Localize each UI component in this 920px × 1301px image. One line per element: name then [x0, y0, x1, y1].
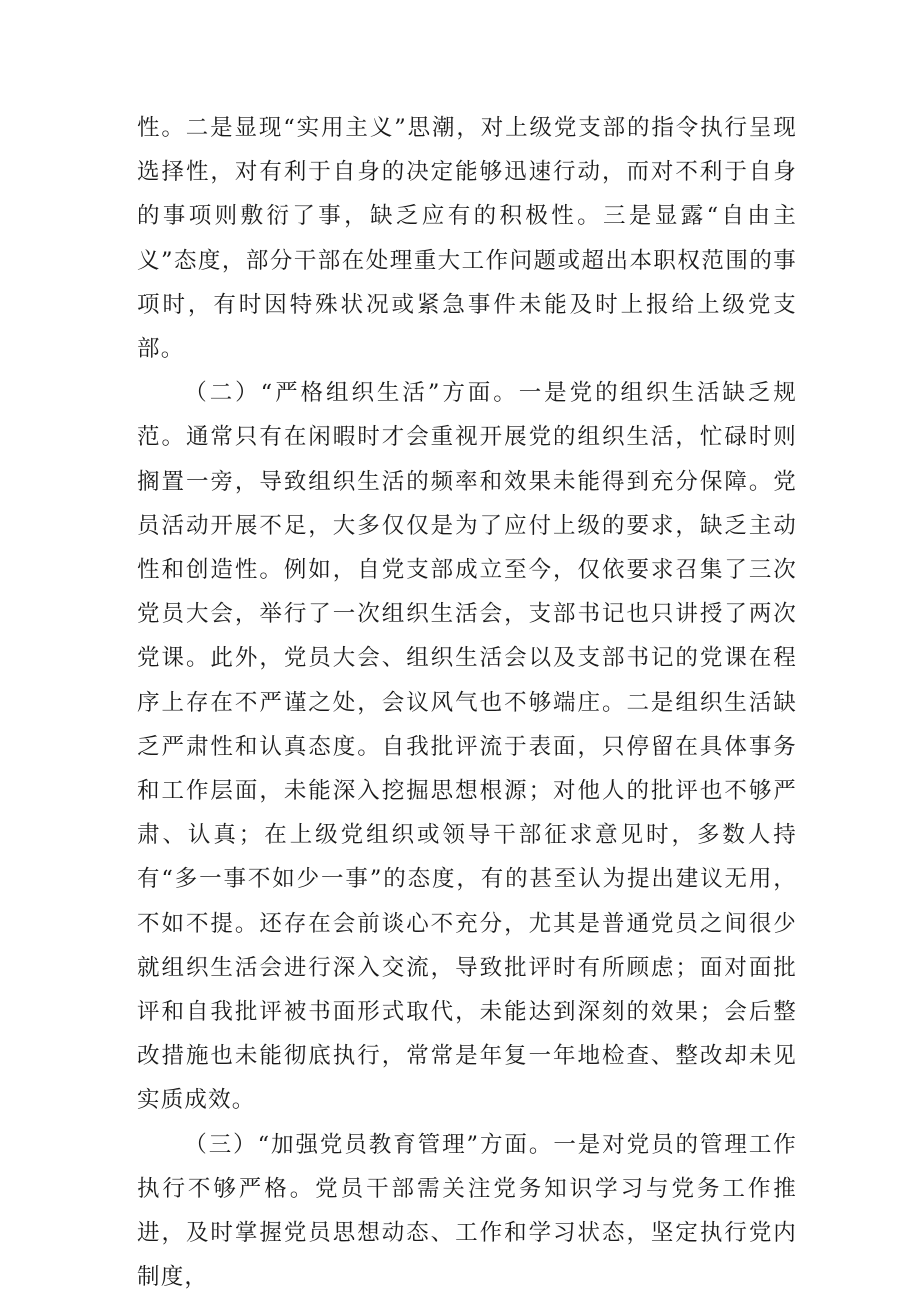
paragraph-section-three: （三）“加强党员教育管理”方面。一是对党员的管理工作执行不够严格。党员干部需关注党务知识学习与党务工作推进，及时掌握党员思想动态、工作和学习状态，坚定执行党内制度，	[137, 1131, 797, 1291]
document-body	[137, 106, 797, 1299]
paragraph-continuation: 性。二是显现“实用主义”思潮，对上级党支部的指令执行呈现选择性，对有利于自身的决定能够迅速行动，而对不利于自身的事项则敷衍了事，缺乏应有的积极性。三是显露“自由主义”态度，部分干部在处理重大工作问题或超出本职权范围的事项时，有时因特殊状况或紧急事件未能及时上报给上级党支部。	[137, 115, 797, 363]
paragraph-section-two: （二）“严格组织生活”方面。一是党的组织生活缺乏规范。通常只有在闲暇时才会重视开展党的组织生活，忙碌时则搁置一旁，导致组织生活的频率和效果未能得到充分保障。党员活动开展不足，大多仅仅是为了应付上级的要求，缺乏主动性和创造性。例如，自党支部成立至今，仅依要求召集了三次党员大会，举行了一次组织生活会，支部书记也只讲授了两次党课。此外，党员大会、组织生活会以及支部书记的党课在程序上存在不严谨之处，会议风气也不够端庄。二是组织生活缺乏严肃性和认真态度。自我批评流于表面，只停留在具体事务和工作层面，未能深入挖掘思想根源；对他人的批评也不够严肃、认真；在上级党组织或领导干部征求意见时，多数人持有“多一事不如少一事”的态度，有的甚至认为提出建议无用，不如不提。还存在会前谈心不充分，尤其是普通党员之间很少就组织生活会进行深入交流，导致批评时有所顾虑；面对面批评和自我批评被书面形式取代，未能达到深刻的效果；会后整改措施也未能彻底执行，常常是年复一年地检查、整改却未见实质成效。	[137, 380, 797, 1114]
